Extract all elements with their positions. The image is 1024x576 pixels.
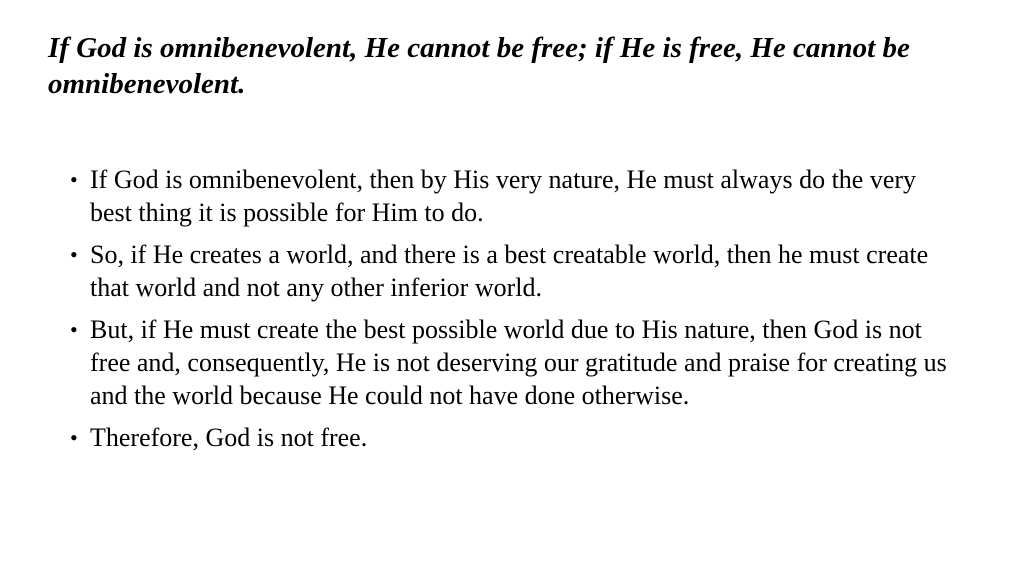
bullet-text: But, if He must create the best possible world due to His nature, then God is not free and, consequently, He is not deserving our gratitude and praise for creating us and the world because He could not have done otherwise. bbox=[90, 315, 947, 410]
slide-title: If God is omnibenevolent, He cannot be free; if He is free, He cannot be omnibenevolent. bbox=[48, 32, 910, 100]
bullet-dot-icon: • bbox=[70, 425, 78, 450]
bullet-item bbox=[70, 238, 950, 304]
bullet-dot-icon: • bbox=[70, 317, 78, 342]
bullet-text: So, if He creates a world, and there is a best creatable world, then he must create that world and not any other inferior world. bbox=[90, 240, 929, 302]
bullet-list bbox=[70, 163, 950, 463]
bullet-dot-icon: • bbox=[70, 167, 78, 192]
bullet-item bbox=[70, 163, 950, 229]
bullet-dot-icon: • bbox=[70, 242, 78, 267]
bullet-item bbox=[70, 421, 950, 454]
bullet-text: If God is omnibenevolent, then by His very nature, He must always do the very best thing it is possible for Him to do. bbox=[90, 165, 917, 227]
bullet-text: Therefore, God is not free. bbox=[90, 423, 368, 452]
bullet-item bbox=[70, 313, 950, 412]
